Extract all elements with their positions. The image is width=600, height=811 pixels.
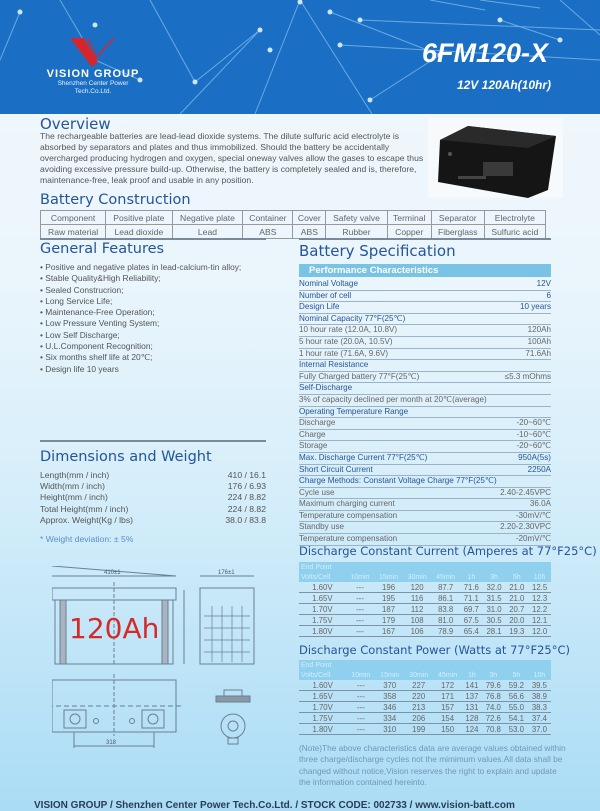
discharge-current-title: Discharge Constant Current (Amperes at 77°F25°C): [299, 544, 597, 558]
table-cell: 37.4: [528, 713, 551, 724]
table-header: [299, 572, 551, 582]
table-cell: 141: [462, 680, 482, 691]
overview-text: The rechargeable batteries are lead-lead dioxide systems. The dilute sulfuric acid electrolyte is absorbed by separators and plates and thus immobilized. Should the battery be accidentally overcharged producing hydrogen and oxygen, special oneway valves allow the gases to escape thus avoiding excessive pressure build-up. Otherwise, the battery is completely sealed and is, therefore, maintenance-free, leak proof and usable in any position.: [40, 131, 424, 185]
table-cell: 124: [462, 724, 482, 735]
spec-row: [299, 453, 551, 465]
cell: Fiberglass: [431, 225, 484, 239]
dimension-value: 224 / 8.82: [227, 503, 266, 514]
company-sub-1: Shenzhen Center Power: [57, 80, 129, 87]
list-item: • Stable Quality&High Reliability;: [40, 273, 241, 284]
cell: Rubber: [326, 225, 387, 239]
cell: ABS: [293, 225, 326, 239]
table-cell: 54.1: [505, 713, 528, 724]
spec-label: 5 hour rate (20.0A, 10.5V): [299, 336, 393, 346]
spec-label: 10 hour rate (12.0A, 10.8V): [299, 325, 398, 335]
company-sub-2: Tech.Co.Ltd.: [74, 88, 112, 95]
model-title: 6FM120-X: [421, 38, 548, 68]
column-header: 10h: [528, 670, 551, 680]
spec-label: Storage: [299, 441, 328, 451]
table-cell: 39.5: [528, 680, 551, 691]
discharge-power-table: [299, 660, 551, 735]
table-cell: 28.1: [483, 626, 506, 637]
table-cell: 167: [374, 626, 403, 637]
spec-row: [299, 325, 551, 337]
table-cell: 31.5: [483, 593, 506, 604]
table-cell: 1.60V: [299, 680, 346, 691]
column-header: 10h: [528, 572, 551, 582]
spec-value: -20mV/℃: [515, 534, 551, 544]
column-header: 5h: [505, 670, 528, 680]
footer: VISION GROUP / Shenzhen Center Power Tech.Co.Ltd. / STOCK CODE: 002733 / www.vision-batt.com: [34, 800, 515, 811]
overview-title: Overview: [40, 115, 111, 133]
spec-value: 12V: [536, 279, 551, 288]
table-cell: ---: [346, 582, 375, 593]
vision-v-logo-icon: [68, 36, 118, 68]
performance-section-bar: Performance Characteristics: [299, 264, 551, 277]
specification-title: Battery Specification: [299, 242, 456, 260]
spec-row: [299, 279, 551, 291]
table-cell: 38.3: [528, 702, 551, 713]
column-header: Volts/Cell: [299, 572, 346, 582]
table-cell: 59.2: [505, 680, 528, 691]
cell: Electrolyte: [484, 211, 545, 225]
table-cell: 195: [374, 593, 403, 604]
table-cell: 12.5: [528, 582, 551, 593]
spec-label: Standby use: [299, 522, 344, 532]
end-point-label: End Point: [299, 660, 551, 670]
table-row: [299, 626, 551, 637]
spec-value: 950A(5s): [518, 452, 551, 462]
spec-row: [299, 499, 551, 511]
table-row: [299, 691, 551, 702]
table-cell: 199: [404, 724, 433, 735]
battery-photo-icon: [428, 118, 563, 198]
list-item: • Six months shelf life at 20℃;: [40, 352, 241, 363]
table-cell: 67.5: [460, 615, 483, 626]
spec-row: [299, 360, 551, 372]
table-cell: ---: [346, 680, 375, 691]
column-header: 1h: [460, 572, 483, 582]
spec-value: -20~60℃: [516, 441, 551, 451]
list-item: • U.L.Component Recognition;: [40, 341, 241, 352]
table-row: [299, 604, 551, 615]
column-header: 30min: [404, 670, 433, 680]
spec-row: [299, 383, 551, 395]
list-item: • Positive and negative plates in lead-calcium-tin alloy;: [40, 262, 241, 273]
table-cell: 334: [375, 713, 404, 724]
model-subtitle: 12V 120Ah(10hr): [456, 78, 551, 92]
spec-label: Operating Temperature Range: [299, 406, 409, 416]
table-cell: 19.3: [505, 626, 528, 637]
table-cell: 370: [375, 680, 404, 691]
spec-label: Cycle use: [299, 487, 335, 497]
terminal-spacing-dim: 318: [106, 740, 117, 746]
table-cell: 12.1: [528, 615, 551, 626]
table-cell: 120: [403, 582, 432, 593]
table-cell: 150: [433, 724, 462, 735]
table-cell: ---: [346, 713, 375, 724]
table-cell: 78.9: [431, 626, 460, 637]
table-cell: 1.65V: [299, 593, 346, 604]
spec-row: [299, 337, 551, 349]
column-header: 1h: [462, 670, 482, 680]
spec-value: -20~60℃: [516, 418, 551, 428]
specification-list: [299, 279, 551, 546]
table-cell: 20.0: [505, 615, 528, 626]
spec-value: 2250A: [527, 464, 551, 474]
table-row: [299, 593, 551, 604]
dimension-row: [40, 470, 266, 481]
table-cell: 1.60V: [299, 582, 346, 593]
table-row: [299, 702, 551, 713]
table-cell: ---: [346, 626, 375, 637]
spec-value: -30mV/℃: [515, 510, 551, 520]
spec-label: Charge: [299, 429, 326, 439]
dimension-value: 176 / 6.93: [227, 481, 266, 492]
column-header: 10min: [346, 572, 375, 582]
dimension-label: Width(mm / inch): [40, 481, 105, 492]
company-logo: [38, 36, 148, 96]
table-cell: 37.0: [528, 724, 551, 735]
dimension-value: 38.0 / 83.8: [225, 514, 266, 525]
spec-row: [299, 349, 551, 361]
cell: Component: [41, 211, 106, 225]
spec-value: -10~60℃: [516, 429, 551, 439]
spec-label: Self-Discharge: [299, 383, 353, 393]
table-cell: 65.4: [460, 626, 483, 637]
table-header-top: [299, 562, 551, 572]
spec-value: ≤5.3 mOhms: [504, 371, 551, 381]
table-cell: 206: [404, 713, 433, 724]
divider: [40, 238, 266, 240]
spec-row: [299, 522, 551, 534]
construction-header-row: [41, 211, 546, 225]
table-cell: 1.80V: [299, 724, 346, 735]
cell: Terminal: [387, 211, 431, 225]
table-cell: 86.1: [431, 593, 460, 604]
cell: Lead: [172, 225, 243, 239]
spec-label: 1 hour rate (71.6A, 9.6V): [299, 348, 389, 358]
cell: Cover: [293, 211, 326, 225]
table-cell: 12.0: [528, 626, 551, 637]
cell: Copper: [387, 225, 431, 239]
spec-value: 2.20-2.30VPC: [500, 522, 551, 532]
column-header: Volts/Cell: [299, 670, 346, 680]
spec-label: Maximum charging current: [299, 499, 395, 509]
table-cell: 108: [403, 615, 432, 626]
cell: ABS: [243, 225, 293, 239]
table-cell: 128: [462, 713, 482, 724]
cell: Negative plate: [172, 211, 243, 225]
spec-label: Design Life: [299, 302, 340, 312]
spec-label: Nominal Capacity 77°F(25℃): [299, 313, 406, 323]
column-header: 15min: [375, 670, 404, 680]
table-row: [299, 615, 551, 626]
table-cell: 74.0: [482, 702, 505, 713]
spec-row: [299, 407, 551, 419]
cell: Separator: [431, 211, 484, 225]
table-cell: 154: [433, 713, 462, 724]
battery-photo: [428, 118, 563, 198]
discharge-power-title: Discharge Constant Power (Watts at 77°F25°C): [299, 643, 570, 657]
construction-table: [40, 210, 546, 239]
table-cell: 55.0: [505, 702, 528, 713]
battery-drawing-icon: [52, 566, 282, 776]
column-header: 10min: [346, 670, 375, 680]
spec-row: [299, 430, 551, 442]
table-cell: 71.1: [460, 593, 483, 604]
column-header: 45min: [431, 572, 460, 582]
spec-row: [299, 395, 551, 407]
table-cell: 179: [374, 615, 403, 626]
spec-label: Charge Methods: Constant Voltage Charge 77°F(25℃): [299, 476, 497, 486]
table-cell: 131: [462, 702, 482, 713]
table-cell: 157: [433, 702, 462, 713]
table-cell: 116: [403, 593, 432, 604]
spec-label: Fully Charged battery 77°F(25℃): [299, 371, 420, 381]
table-cell: 112: [403, 604, 432, 615]
table-cell: 20.7: [505, 604, 528, 615]
column-header: 15min: [374, 572, 403, 582]
spec-row: [299, 418, 551, 430]
table-header-top: [299, 660, 551, 670]
spec-row: [299, 476, 551, 488]
divider: [40, 440, 266, 442]
list-item: • Maintenance-Free Operation;: [40, 307, 241, 318]
cell: Positive plate: [106, 211, 172, 225]
table-cell: 79.6: [482, 680, 505, 691]
spec-label: Temperature compensation: [299, 534, 398, 544]
table-cell: 87.7: [431, 582, 460, 593]
table-cell: 30.5: [483, 615, 506, 626]
features-title: General Features: [40, 241, 165, 257]
table-cell: 69.7: [460, 604, 483, 615]
table-cell: 70.8: [482, 724, 505, 735]
table-header: [299, 670, 551, 680]
list-item: • Low Pressure Venting System;: [40, 318, 241, 329]
table-cell: 31.0: [483, 604, 506, 615]
table-cell: 32.0: [483, 582, 506, 593]
capacity-badge: 120Ah: [69, 612, 160, 645]
table-cell: 106: [403, 626, 432, 637]
table-cell: ---: [346, 702, 375, 713]
table-cell: 227: [404, 680, 433, 691]
table-row: [299, 582, 551, 593]
spec-value: 100Ah: [527, 336, 551, 346]
dimension-row: [40, 481, 266, 492]
column-header: 3h: [483, 572, 506, 582]
table-cell: 171: [433, 691, 462, 702]
table-cell: 187: [374, 604, 403, 615]
table-row: [299, 724, 551, 735]
end-point-label: End Point: [299, 562, 551, 572]
features-list: [40, 262, 241, 375]
table-cell: 71.6: [460, 582, 483, 593]
list-item: • Low Self Discharge;: [40, 330, 241, 341]
spec-row: [299, 314, 551, 326]
dimensions-title: Dimensions and Weight: [40, 449, 212, 465]
dimension-row: [40, 515, 266, 526]
cell: Sulfuric acid: [484, 225, 545, 239]
table-cell: 1.75V: [299, 615, 346, 626]
table-cell: 346: [375, 702, 404, 713]
cell: Safety valve: [326, 211, 387, 225]
table-cell: 1.70V: [299, 604, 346, 615]
divider: [299, 238, 551, 240]
discharge-current-table: [299, 562, 551, 637]
dimension-label: Height(mm / inch): [40, 492, 108, 503]
company-name: VISION GROUP: [46, 68, 140, 80]
table-cell: ---: [346, 604, 375, 615]
table-cell: 21.0: [505, 582, 528, 593]
table-row: [299, 713, 551, 724]
table-cell: 38.9: [528, 691, 551, 702]
table-cell: 12.3: [528, 593, 551, 604]
spec-row: [299, 465, 551, 477]
spec-row: [299, 291, 551, 303]
table-cell: 1.70V: [299, 702, 346, 713]
table-cell: 83.8: [431, 604, 460, 615]
table-cell: 76.8: [482, 691, 505, 702]
table-cell: 81.0: [431, 615, 460, 626]
table-cell: 1.65V: [299, 691, 346, 702]
table-cell: 1.80V: [299, 626, 346, 637]
column-header: 5h: [505, 572, 528, 582]
spec-label: Max. Discharge Current 77°F(25℃): [299, 452, 428, 462]
spec-label: Discharge: [299, 418, 336, 428]
table-cell: 21.0: [505, 593, 528, 604]
table-cell: 220: [404, 691, 433, 702]
spec-value: 10 years: [519, 302, 551, 312]
table-cell: 196: [374, 582, 403, 593]
construction-values-row: [41, 225, 546, 239]
spec-value: 6: [546, 290, 551, 300]
dimension-value: 224 / 8.82: [227, 492, 266, 503]
spec-value: 36.0A: [529, 499, 551, 509]
column-header: 30min: [403, 572, 432, 582]
table-cell: ---: [346, 724, 375, 735]
width-dim: 176±1: [218, 570, 235, 576]
table-cell: 56.6: [505, 691, 528, 702]
table-cell: 358: [375, 691, 404, 702]
dimension-row: [40, 504, 266, 515]
header-banner: [0, 0, 600, 114]
spec-label: Number of cell: [299, 290, 352, 300]
spec-row: [299, 372, 551, 384]
table-cell: ---: [346, 691, 375, 702]
cell: Raw material: [41, 225, 106, 239]
spec-label: Nominal Voltage: [299, 279, 358, 288]
spec-label: 3% of capacity declined per month at 20℃(average): [299, 394, 487, 404]
table-cell: ---: [346, 615, 375, 626]
table-row: [299, 680, 551, 691]
spec-label: Temperature compensation: [299, 510, 398, 520]
table-cell: 1.75V: [299, 713, 346, 724]
spec-label: Internal Resistance: [299, 360, 369, 370]
construction-title: Battery Construction: [40, 192, 191, 208]
table-cell: 137: [462, 691, 482, 702]
table-cell: 12.2: [528, 604, 551, 615]
dimension-label: Approx. Weight(Kg / lbs): [40, 514, 133, 525]
dimension-label: Total Height(mm / inch): [40, 503, 129, 514]
table-cell: 53.0: [505, 724, 528, 735]
dimension-label: Length(mm / inch): [40, 470, 110, 480]
dimension-row: [40, 492, 266, 503]
spec-label: Short Circuit Current: [299, 464, 373, 474]
spec-row: [299, 511, 551, 523]
table-cell: 310: [375, 724, 404, 735]
spec-row: [299, 302, 551, 314]
spec-value: 71.6Ah: [525, 348, 551, 358]
spec-row: [299, 488, 551, 500]
dimension-value: 410 / 16.1: [227, 470, 266, 480]
spec-value: 2.40-2.45VPC: [500, 487, 551, 497]
table-cell: 72.6: [482, 713, 505, 724]
disclaimer-note: (Note)The above characteristics data are average values obtained within three charge/discharge cycles not the mimimum values.All data shall be changed without notice,Vision reserves the right to explain and update the information contained hereinto.: [299, 743, 566, 788]
weight-note: * Weight deviation: ± 5%: [40, 534, 134, 544]
list-item: • Sealed Construcrion;: [40, 285, 241, 296]
column-header: 45min: [433, 670, 462, 680]
table-cell: 213: [404, 702, 433, 713]
table-cell: 172: [433, 680, 462, 691]
list-item: • Long Service Life;: [40, 296, 241, 307]
spec-row: [299, 441, 551, 453]
dimensions-list: [40, 470, 266, 526]
cell: Lead dioxide: [106, 225, 172, 239]
table-cell: ---: [346, 593, 375, 604]
spec-value: 120Ah: [527, 325, 551, 335]
length-dim: 410±1: [104, 570, 121, 576]
cell: Container: [243, 211, 293, 225]
list-item: • Design life 10 years: [40, 364, 241, 375]
column-header: 3h: [482, 670, 505, 680]
